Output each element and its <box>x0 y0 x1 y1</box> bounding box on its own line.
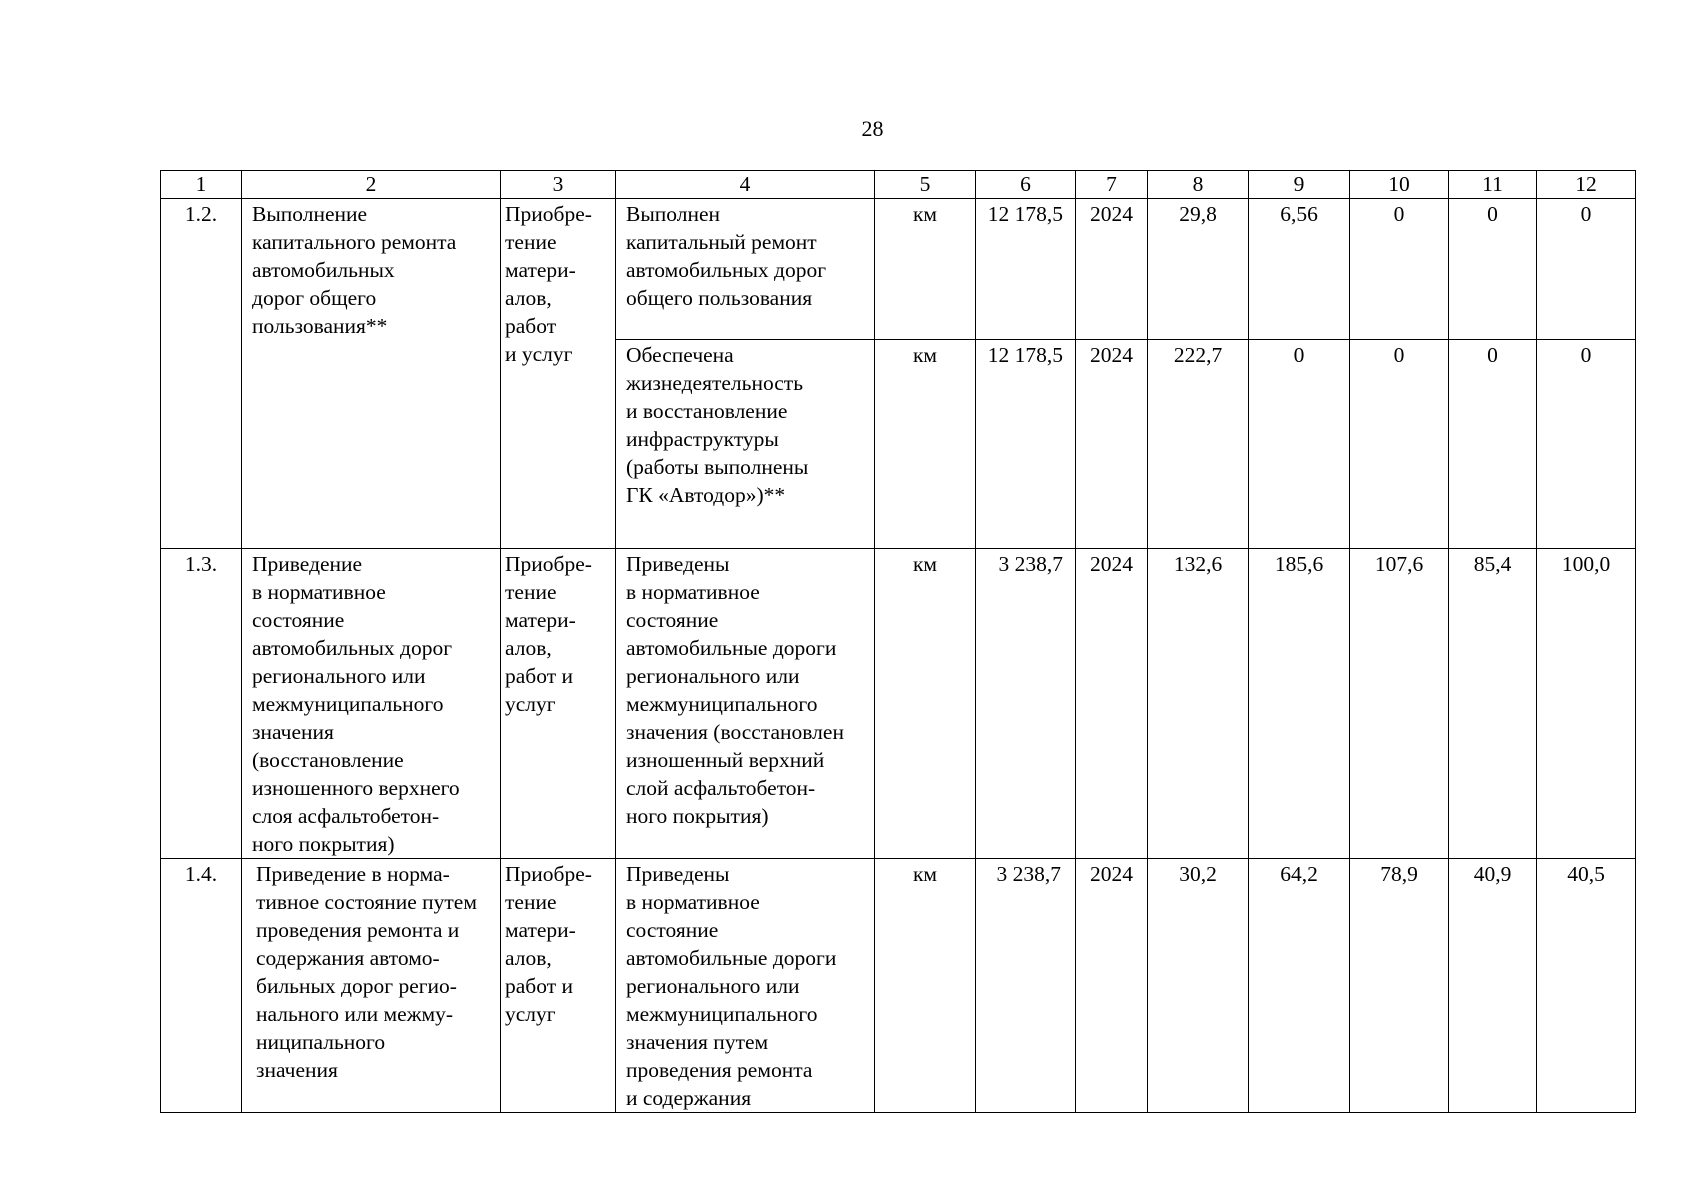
column-header: 8 <box>1148 171 1249 199</box>
row-number: 1.3. <box>161 549 242 859</box>
value-cell: 185,6 <box>1249 549 1350 859</box>
row-number: 1.2. <box>161 199 242 549</box>
value-cell: 64,2 <box>1249 859 1350 1113</box>
column-header: 9 <box>1249 171 1350 199</box>
value-cell: 0 <box>1537 340 1636 549</box>
base-value-cell: 3 238,7 <box>976 549 1076 859</box>
measure-name: Приведение в норма- тивное состояние путем проведения ремонта и содержания автомо- бильных дорог регио- нального или межму- ниципального значения <box>242 859 501 1113</box>
result-description: Приведены в нормативное состояние автомобильные дороги регионального или межмуниципального значения (восстановлен изношенный верхний слой асфальтобетон- ного покрытия) <box>616 549 875 859</box>
column-header: 4 <box>616 171 875 199</box>
value-cell: 132,6 <box>1148 549 1249 859</box>
page-number: 28 <box>861 116 884 141</box>
base-value-cell: 12 178,5 <box>976 199 1076 340</box>
row-number: 1.4. <box>161 859 242 1113</box>
value-cell: 85,4 <box>1449 549 1537 859</box>
value-cell: 0 <box>1449 340 1537 549</box>
table-row <box>161 859 1636 1113</box>
unit-cell: км <box>875 859 976 1113</box>
result-description: Обеспечена жизнедеятельность и восстановление инфраструктуры (работы выполнены ГК «Автодор»)** <box>616 340 875 549</box>
value-cell: 29,8 <box>1148 199 1249 340</box>
measure-name: Выполнение капитального ремонта автомобильных дорог общего пользования** <box>242 199 501 549</box>
year-cell: 2024 <box>1076 340 1148 549</box>
result-description: Приведены в нормативное состояние автомобильные дороги регионального или межмуниципального значения путем проведения ремонта и содержания <box>616 859 875 1113</box>
table-row <box>161 199 1636 340</box>
column-number-header-row <box>161 171 1636 199</box>
unit-cell: км <box>875 340 976 549</box>
column-header: 6 <box>976 171 1076 199</box>
column-header: 10 <box>1350 171 1449 199</box>
base-value-cell: 12 178,5 <box>976 340 1076 549</box>
value-cell: 40,9 <box>1449 859 1537 1113</box>
value-cell: 0 <box>1449 199 1537 340</box>
value-cell: 40,5 <box>1537 859 1636 1113</box>
value-cell: 78,9 <box>1350 859 1449 1113</box>
column-header: 2 <box>242 171 501 199</box>
indicators-table <box>160 170 1636 1113</box>
measure-name: Приведение в нормативное состояние автомобильных дорог регионального или межмуниципального значения (восстановление изношенного верхнего слоя асфальтобетон- ного покрытия) <box>242 549 501 859</box>
value-cell: 0 <box>1350 199 1449 340</box>
measure-type: Приобре- тение матери- алов, работ и услуг <box>501 549 616 859</box>
value-cell: 107,6 <box>1350 549 1449 859</box>
measure-type: Приобре- тение матери- алов, работ и услуг <box>501 199 616 549</box>
value-cell: 222,7 <box>1148 340 1249 549</box>
year-cell: 2024 <box>1076 549 1148 859</box>
unit-cell: км <box>875 549 976 859</box>
measure-type: Приобре- тение матери- алов, работ и услуг <box>501 859 616 1113</box>
value-cell: 0 <box>1350 340 1449 549</box>
year-cell: 2024 <box>1076 859 1148 1113</box>
value-cell: 0 <box>1537 199 1636 340</box>
column-header: 5 <box>875 171 976 199</box>
column-header: 7 <box>1076 171 1148 199</box>
column-header: 1 <box>161 171 242 199</box>
column-header: 3 <box>501 171 616 199</box>
base-value-cell: 3 238,7 <box>976 859 1076 1113</box>
value-cell: 0 <box>1249 340 1350 549</box>
value-cell: 30,2 <box>1148 859 1249 1113</box>
value-cell: 100,0 <box>1537 549 1636 859</box>
column-header: 11 <box>1449 171 1537 199</box>
value-cell: 6,56 <box>1249 199 1350 340</box>
year-cell: 2024 <box>1076 199 1148 340</box>
table-row <box>161 549 1636 859</box>
result-description: Выполнен капитальный ремонт автомобильных дорог общего пользования <box>616 199 875 340</box>
unit-cell: км <box>875 199 976 340</box>
column-header: 12 <box>1537 171 1636 199</box>
